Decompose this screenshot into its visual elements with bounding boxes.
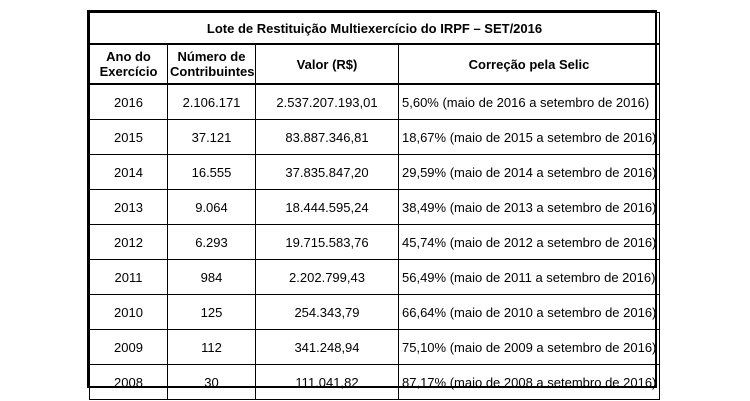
cell-correcao: 38,49% (maio de 2013 a setembro de 2016) — [399, 190, 660, 225]
header-ano-line1: Ano do — [106, 49, 151, 64]
cell-valor: 2.537.207.193,01 — [256, 84, 399, 120]
table-row — [90, 260, 660, 295]
table-row — [90, 155, 660, 190]
cell-ano: 2011 — [90, 260, 168, 295]
cell-contribuintes: 6.293 — [168, 225, 256, 260]
cell-contribuintes: 30 — [168, 365, 256, 400]
cell-contribuintes: 2.106.171 — [168, 84, 256, 120]
table-row — [90, 295, 660, 330]
cell-correcao: 66,64% (maio de 2010 a setembro de 2016) — [399, 295, 660, 330]
header-numero-contribuintes — [168, 44, 256, 84]
cell-correcao: 29,59% (maio de 2014 a setembro de 2016) — [399, 155, 660, 190]
cell-ano: 2013 — [90, 190, 168, 225]
table-row — [90, 120, 660, 155]
header-num-line1: Número de — [177, 49, 246, 64]
restituicao-table — [87, 10, 657, 388]
cell-valor: 111.041,82 — [256, 365, 399, 400]
cell-valor: 18.444.595,24 — [256, 190, 399, 225]
cell-contribuintes: 9.064 — [168, 190, 256, 225]
cell-correcao: 45,74% (maio de 2012 a setembro de 2016) — [399, 225, 660, 260]
table-body — [90, 84, 660, 400]
table-row — [90, 190, 660, 225]
cell-ano: 2008 — [90, 365, 168, 400]
header-correcao-selic: Correção pela Selic — [399, 44, 660, 84]
cell-ano: 2012 — [90, 225, 168, 260]
table-row — [90, 84, 660, 120]
cell-contribuintes: 112 — [168, 330, 256, 365]
cell-ano: 2010 — [90, 295, 168, 330]
cell-correcao: 56,49% (maio de 2011 a setembro de 2016) — [399, 260, 660, 295]
cell-ano: 2009 — [90, 330, 168, 365]
cell-correcao: 75,10% (maio de 2009 a setembro de 2016) — [399, 330, 660, 365]
table-row — [90, 330, 660, 365]
table-title: Lote de Restituição Multiexercício do IRPF – SET/2016 — [90, 13, 660, 45]
cell-valor: 254.343,79 — [256, 295, 399, 330]
table-row — [90, 225, 660, 260]
cell-correcao: 5,60% (maio de 2016 a setembro de 2016) — [399, 84, 660, 120]
cell-ano: 2015 — [90, 120, 168, 155]
cell-correcao: 87,17% (maio de 2008 a setembro de 2016) — [399, 365, 660, 400]
header-valor: Valor (R$) — [256, 44, 399, 84]
cell-contribuintes: 37.121 — [168, 120, 256, 155]
cell-contribuintes: 984 — [168, 260, 256, 295]
cell-valor: 19.715.583,76 — [256, 225, 399, 260]
header-ano-exercicio — [90, 44, 168, 84]
cell-ano: 2016 — [90, 84, 168, 120]
cell-valor: 37.835.847,20 — [256, 155, 399, 190]
cell-valor: 341.248,94 — [256, 330, 399, 365]
cell-ano: 2014 — [90, 155, 168, 190]
header-num-line2: Contribuintes — [170, 64, 255, 79]
cell-contribuintes: 125 — [168, 295, 256, 330]
cell-contribuintes: 16.555 — [168, 155, 256, 190]
header-ano-line2: Exercício — [99, 64, 158, 79]
restituicao-table-grid — [89, 12, 660, 400]
table-header-row — [90, 44, 660, 84]
cell-correcao: 18,67% (maio de 2015 a setembro de 2016) — [399, 120, 660, 155]
table-title-row — [90, 13, 660, 45]
cell-valor: 83.887.346,81 — [256, 120, 399, 155]
table-row — [90, 365, 660, 400]
cell-valor: 2.202.799,43 — [256, 260, 399, 295]
